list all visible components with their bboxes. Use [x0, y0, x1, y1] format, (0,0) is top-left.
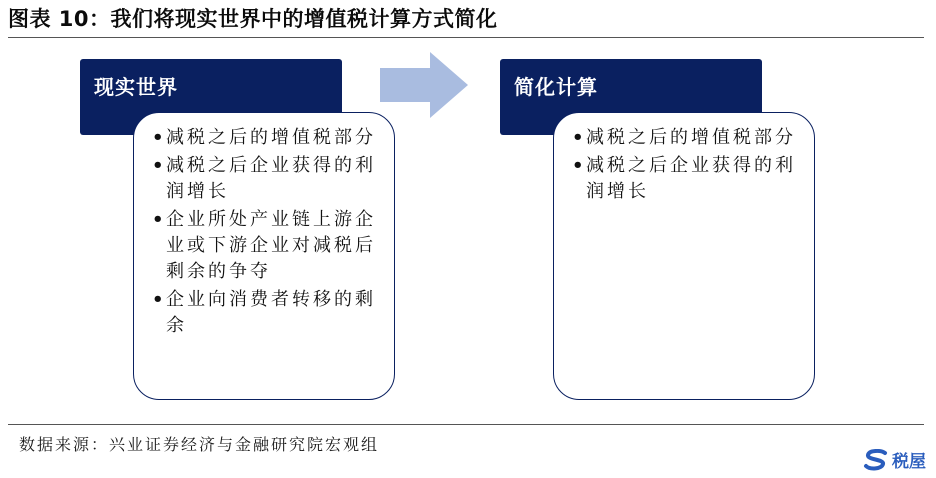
bullet-icon: • — [152, 209, 167, 230]
bullet-icon: • — [152, 127, 167, 148]
list-item-text: 减税之后的增值税部分 — [166, 127, 376, 148]
source-note: 数据来源：兴业证券经济与金融研究院宏观组 — [19, 435, 380, 454]
bullet-icon: • — [152, 155, 167, 176]
logo-s-icon — [863, 449, 889, 471]
list-item-text: 企业向消费者转移的剩余 — [166, 289, 376, 336]
real-world-list — [152, 125, 380, 339]
header-simplified: 简化计算 — [514, 75, 598, 99]
list-item — [572, 125, 800, 151]
source-divider — [8, 424, 924, 425]
logo — [863, 447, 926, 472]
list-item — [152, 153, 380, 205]
content-box-real-world — [133, 112, 395, 400]
bullet-icon: • — [572, 155, 587, 176]
simplified-list — [572, 125, 800, 205]
list-item — [152, 287, 380, 339]
content-box-simplified — [553, 112, 815, 400]
list-item — [152, 125, 380, 151]
bullet-icon: • — [572, 127, 587, 148]
header-real-world: 现实世界 — [94, 75, 178, 99]
list-item — [152, 207, 380, 285]
list-item-text: 减税之后的增值税部分 — [586, 127, 796, 148]
list-item-text: 减税之后企业获得的利润增长 — [166, 155, 376, 202]
logo-text: 税屋 — [892, 452, 926, 472]
list-item-text: 企业所处产业链上游企业或下游企业对减税后剩余的争夺 — [166, 209, 376, 282]
list-item-text: 减税之后企业获得的利润增长 — [586, 155, 796, 202]
figure-title: 图表 10：我们将现实世界中的增值税计算方式简化 — [8, 7, 498, 31]
bullet-icon: • — [152, 289, 167, 310]
right-arrow-icon — [380, 52, 468, 118]
list-item — [572, 153, 800, 205]
title-divider — [8, 37, 924, 38]
